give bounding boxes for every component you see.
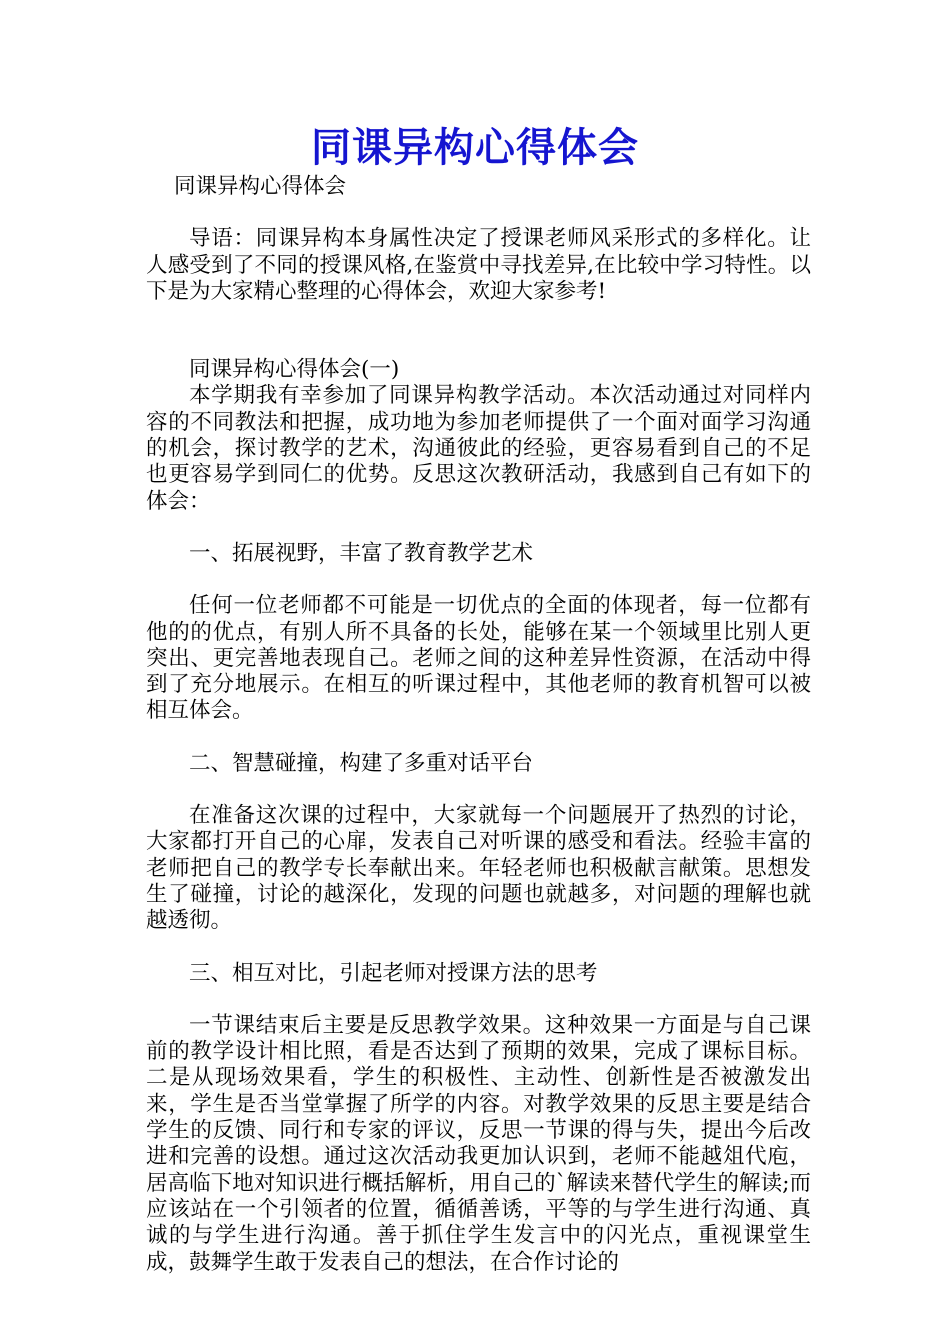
- spacer: [146, 567, 811, 593]
- heading-3: 三、相互对比，引起老师对授课方法的思考: [189, 960, 598, 986]
- subtitle: 同课异构心得体会: [173, 174, 346, 199]
- spacer: [146, 305, 811, 357]
- spacer: [146, 200, 811, 226]
- document-body: [146, 174, 811, 1276]
- heading-1: 一、拓展视野，丰富了教育教学艺术: [189, 540, 534, 566]
- spacer: [146, 725, 811, 751]
- paragraph-2: 在准备这次课的过程中，大家就每一个问题展开了热烈的讨论，大家都打开自己的心扉，发表自己对听课的感受和看法。经验丰富的老师把自己的教学专长奉献出来。年轻老师也积极献言献策。思想发生了碰撞，讨论的越深化，发现的问题也就越多，对问题的理解也就越透彻。: [146, 803, 811, 934]
- heading-2: 二、智慧碰撞，构建了多重对话平台: [189, 750, 534, 776]
- spacer: [146, 515, 811, 541]
- spacer: [146, 777, 811, 803]
- section-paragraph: 本学期我有幸参加了同课异构教学活动。本次活动通过对同样内容的不同教法和把握，成功地为参加老师提供了一个面对面学习沟通的机会，探讨教学的艺术，沟通彼此的经验，更容易看到自己的不足也更容易学到同仁的优势。反思这次教研活动，我感到自己有如下的体会：: [146, 383, 811, 514]
- intro-paragraph: 导语：同课异构本身属性决定了授课老师风采形式的多样化。让人感受到了不同的授课风格,在鉴赏中寻找差异,在比较中学习特性。以下是为大家精心整理的心得体会，欢迎大家参考!: [146, 226, 811, 304]
- spacer: [146, 935, 811, 961]
- paragraph-1: 任何一位老师都不可能是一切优点的全面的体现者，每一位都有他的的优点，有别人所不具备的长处，能够在某一个领域里比别人更突出、更完善地表现自己。老师之间的这种差异性资源，在活动中得到了充分地展示。在相互的听课过程中，其他老师的教育机智可以被相互体会。: [146, 593, 811, 724]
- paragraph-3: 一节课结束后主要是反思教学效果。这种效果一方面是与自己课前的教学设计相比照，看是否达到了预期的效果，完成了课标目标。二是从现场效果看，学生的积极性、主动性、创新性是否被激发出来，学生是否当堂掌握了所学的内容。对教学效果的反思主要是结合学生的反馈、同行和专家的评议，反思一节课的得与失，提出今后改进和完善的设想。通过这次活动我更加认识到，老师不能越俎代庖，居高临下地对知识进行概括解析，用自己的`解读来替代学生的解读;而应该站在一个引领者的位置，循循善诱，平等的与学生进行沟通、真诚的与学生进行沟通。善于抓住学生发言中的闪光点，重视课堂生成，鼓舞学生敢于发表自己的想法，在合作讨论的: [146, 1012, 811, 1275]
- spacer: [146, 987, 811, 1013]
- document-title: 同课异构心得体会: [311, 124, 639, 171]
- section-title: 同课异构心得体会(一): [189, 357, 400, 383]
